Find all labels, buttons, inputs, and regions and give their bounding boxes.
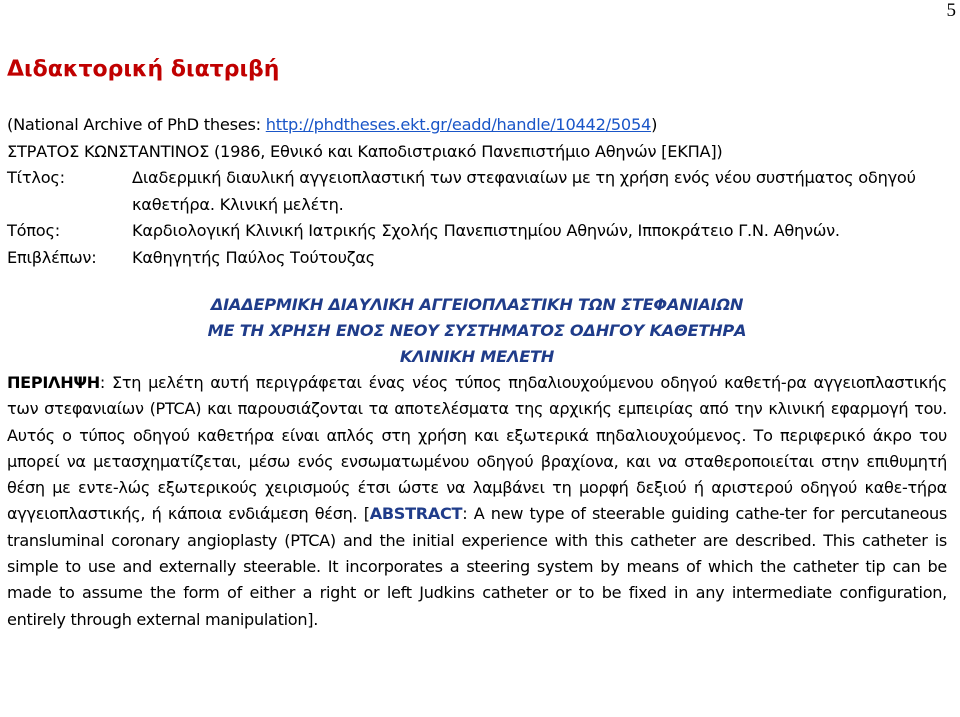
- archive-suffix: ): [651, 115, 658, 134]
- greek-abstract-label: ΠΕΡΙΛΗΨΗ: [7, 373, 100, 392]
- abstract-paragraph: [7, 370, 947, 633]
- title-field: [7, 165, 947, 218]
- document-body: [7, 112, 947, 633]
- close-bracket: ].: [307, 609, 319, 629]
- place-value: Καρδιολογική Κλινική Ιατρικής Σχολής Πανεπιστημίου Αθηνών, Ιπποκράτειο Γ.Ν. Αθηνών.: [132, 221, 840, 240]
- greek-abstract-text: : Στη μελέτη αυτή περιγράφεται ένας νέος τύπος πηδαλιουχούμενου οδηγού καθετή-ρα αγγειοπλαστικής των στεφανιαίων (PTCA) και παρουσιάζονται τα αποτελέσματα της αρχικής εμπειρίας από την κλινική εφαρμογή του. Αυτός ο τύπος οδηγού καθετήρα είναι απλός στη χρήση και εξωτερικά πηδαλιουχούμενος. Το περιφερικό άκρο του μπορεί να μετασχηματίζεται, μέσω ενός ενσωματωμένου οδηγού βραχίονα, και να σταθεροποιείται στην επιθυμητή θέση με εντε-λώς εξωτερικούς χειρισμούς έτσι ώστε να λαμβάνει τη μορφή δεξιού ή αριστερού οδηγού καθε-τήρα αγγειοπλαστικής, ή κάποια ενδιάμεση θέση.: [7, 373, 947, 524]
- open-bracket: [: [363, 504, 370, 524]
- archive-prefix: (National Archive of PhD theses:: [7, 115, 266, 134]
- author-line: ΣΤΡΑΤΟΣ ΚΩΝΣΤΑΝΤΙΝΟΣ (1986, Εθνικό και Καποδιστριακό Πανεπιστήμιο Αθηνών [ΕΚΠΑ]): [7, 141, 723, 161]
- title-label: Τίτλος:: [7, 168, 65, 187]
- heading-line-3: ΚΛΙΝΙΚΗ ΜΕΛΕΤΗ: [399, 347, 555, 366]
- archive-link[interactable]: http://phdtheses.ekt.gr/eadd/handle/10442/5054: [265, 115, 652, 134]
- title-value: Διαδερμική διαυλική αγγειοπλαστική των στεφανιαίων με τη χρήση ενός νέου συστήματος οδηγού καθετήρα. Κλινική μελέτη.: [132, 168, 916, 214]
- heading-line-1: ΔΙΑΔΕΡΜΙΚΗ ΔΙΑΥΛΙΚΗ ΑΓΓΕΙΟΠΛΑΣΤΙΚΗ ΤΩΝ ΣΤΕΦΑΝΙΑΙΩΝ: [210, 295, 744, 314]
- place-field: [7, 218, 947, 245]
- heading-line-2: ΜΕ ΤΗ ΧΡΗΣΗ ΕΝΟΣ ΝΕΟΥ ΣΥΣΤΗΜΑΤΟΣ ΟΔΗΓΟΥ ΚΑΘΕΤΗΡΑ: [207, 321, 747, 340]
- archive-line: [7, 112, 947, 139]
- place-label: Τόπος:: [7, 221, 60, 240]
- supervisor-field: [7, 245, 947, 272]
- supervisor-value: Καθηγητής Παύλος Τούτουζας: [132, 247, 375, 267]
- english-abstract-label: ABSTRACT: [369, 504, 463, 524]
- page-number: 5: [946, 0, 956, 21]
- document-title: Διδακτορική διατριβή: [7, 57, 280, 82]
- thesis-heading: [7, 292, 947, 370]
- english-abstract-text: : A new type of steerable guiding cathe-ter for percutaneous transluminal coronary angioplasty (PTCA) and the initial experience with this catheter are described. This catheter is simple to use and externally steerable. It incorporates a steering system by means of which the catheter tip can be made to assume the form of either a right or left Judkins catheter or to be fixed in any intermediate configuration, entirely through external manipulation: [7, 504, 948, 629]
- supervisor-label: Επιβλέπων:: [7, 247, 97, 267]
